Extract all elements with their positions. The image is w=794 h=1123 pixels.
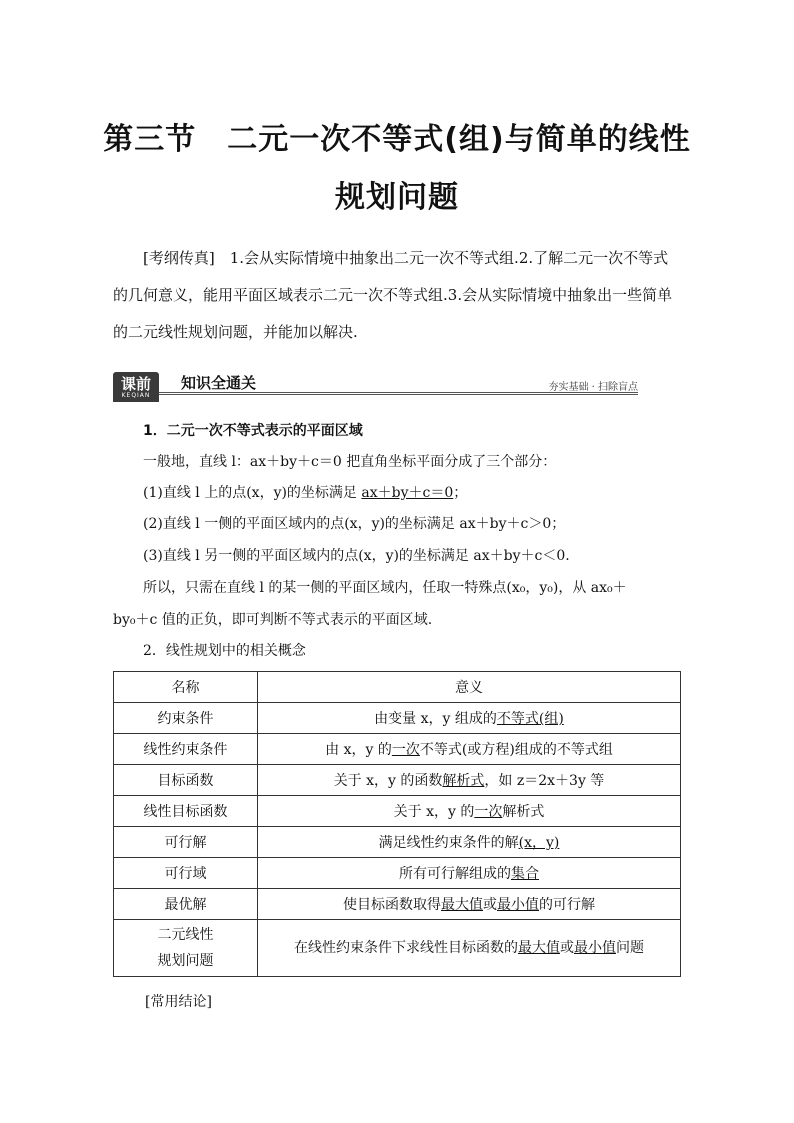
meaning-answer: 一次 bbox=[391, 742, 420, 758]
row-name bbox=[114, 920, 258, 977]
meaning-text: 满足线性约束条件的解 bbox=[378, 835, 519, 851]
banner-tab-label: 课前 bbox=[120, 375, 151, 393]
table-header-row bbox=[114, 672, 681, 703]
meaning-text: 的可行解 bbox=[539, 897, 595, 913]
row-name: 线性约束条件 bbox=[114, 734, 258, 765]
meaning-answer: 一次 bbox=[474, 804, 503, 820]
row-name: 约束条件 bbox=[114, 703, 258, 734]
row-name-line1: 二元线性 bbox=[157, 927, 214, 943]
section1-heading: 1．二元一次不等式表示的平面区域 bbox=[143, 423, 363, 439]
meaning-answer: 最大值 bbox=[518, 940, 560, 956]
header-meaning: 意义 bbox=[258, 672, 681, 703]
row-name: 可行解 bbox=[114, 827, 258, 858]
banner-tab bbox=[113, 372, 159, 402]
row-meaning bbox=[258, 827, 681, 858]
meaning-answer: (x，y) bbox=[518, 835, 560, 851]
row-name-line2: 规划问题 bbox=[157, 953, 214, 969]
meaning-text: 或 bbox=[560, 940, 574, 956]
section1-summary-line2: by₀＋c 值的正负，即可判断不等式表示的平面区域. bbox=[113, 612, 433, 628]
concept-table bbox=[113, 671, 681, 977]
section-banner bbox=[113, 372, 638, 402]
item1-end: ； bbox=[453, 485, 468, 501]
banner-title: 知识全通关 bbox=[181, 374, 257, 392]
item1-answer: ax＋by＋c＝0 bbox=[361, 485, 454, 501]
row-name: 最优解 bbox=[114, 889, 258, 920]
section1-intro: 一般地，直线 l：ax＋by＋c＝0 把直角坐标平面分成了三个部分： bbox=[143, 454, 557, 470]
meaning-answer: 解析式 bbox=[442, 773, 485, 789]
meaning-text: 关于 x，y 的 bbox=[393, 804, 475, 820]
section1-item2: (2)直线 l 一侧的平面区域内的点(x，y)的坐标满足 ax＋by＋c＞0； bbox=[143, 516, 566, 532]
meaning-text: 不等式(或方程)组成的不等式组 bbox=[419, 742, 613, 758]
meaning-text: 解析式 bbox=[502, 804, 545, 820]
banner-subtitle: 夯实基础 · 扫除盲点 bbox=[548, 382, 638, 393]
table-row bbox=[114, 796, 681, 827]
page-title-line2: 规划问题 bbox=[335, 180, 459, 215]
item1-text: (1)直线 l 上的点(x，y)的坐标满足 bbox=[143, 485, 362, 501]
section1-item3: (3)直线 l 另一侧的平面区域内的点(x，y)的坐标满足 ax＋by＋c＜0. bbox=[143, 548, 570, 564]
outline-label: [考纲传真] bbox=[143, 249, 215, 267]
header-name: 名称 bbox=[114, 672, 258, 703]
table-row bbox=[114, 827, 681, 858]
row-meaning bbox=[258, 703, 681, 734]
section1-item1 bbox=[143, 483, 713, 503]
meaning-answer: 最小值 bbox=[497, 897, 539, 913]
meaning-text: 或 bbox=[483, 897, 497, 913]
banner-tab-pinyin: KEQIAN bbox=[121, 392, 151, 399]
meaning-text: 所有可行解组成的 bbox=[399, 866, 511, 882]
row-meaning bbox=[258, 734, 681, 765]
row-meaning bbox=[258, 858, 681, 889]
row-meaning bbox=[258, 920, 681, 977]
outline-paragraph bbox=[113, 240, 683, 351]
banner-divider bbox=[159, 392, 638, 395]
table-row bbox=[114, 889, 681, 920]
meaning-text: 关于 x，y 的函数 bbox=[333, 773, 443, 789]
section1-summary-line1: 所以，只需在直线 l 的某一侧的平面区域内，任取一特殊点(x₀，y₀)，从 ax₀＋ bbox=[143, 580, 627, 596]
meaning-text: 由变量 x，y 组成的 bbox=[374, 711, 497, 727]
meaning-answer: 不等式(组) bbox=[496, 711, 564, 727]
meaning-text: 由 x，y 的 bbox=[325, 742, 392, 758]
table-row bbox=[114, 703, 681, 734]
meaning-text: 使目标函数取得 bbox=[343, 897, 441, 913]
meaning-text: 问题 bbox=[616, 940, 644, 956]
table-row bbox=[114, 858, 681, 889]
row-name: 可行域 bbox=[114, 858, 258, 889]
page-title-line1: 第三节 二元一次不等式(组)与简单的线性 bbox=[103, 122, 691, 157]
meaning-text: ，如 z＝2x＋3y 等 bbox=[484, 773, 605, 789]
table-row bbox=[114, 765, 681, 796]
meaning-answer: 最小值 bbox=[574, 940, 616, 956]
table-row bbox=[114, 920, 681, 977]
row-name: 目标函数 bbox=[114, 765, 258, 796]
meaning-text: 在线性约束条件下求线性目标函数的 bbox=[294, 940, 518, 956]
section2-heading: 2．线性规划中的相关概念 bbox=[143, 643, 306, 659]
meaning-answer: 集合 bbox=[511, 866, 539, 882]
row-name: 线性目标函数 bbox=[114, 796, 258, 827]
row-meaning bbox=[258, 796, 681, 827]
meaning-answer: 最大值 bbox=[441, 897, 483, 913]
row-meaning bbox=[258, 889, 681, 920]
row-meaning bbox=[258, 765, 681, 796]
outline-text: 1.会从实际情境中抽象出二元一次不等式组.2.了解二元一次不等式的几何意义，能用平面区域表示二元一次不等式组.3.会从实际情境中抽象出一些简单的二元线性规划问题，并能加以解决. bbox=[113, 249, 673, 341]
common-conclusions-label: [常用结论] bbox=[145, 994, 212, 1010]
table-row bbox=[114, 734, 681, 765]
